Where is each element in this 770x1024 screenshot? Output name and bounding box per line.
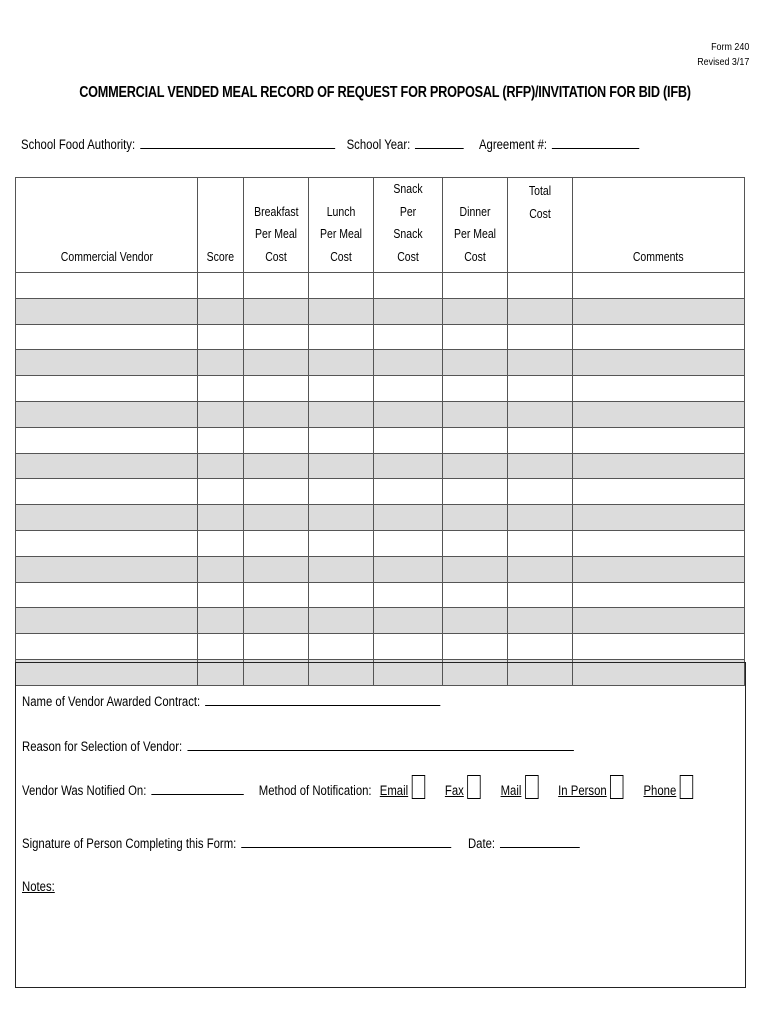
table-row bbox=[16, 505, 745, 531]
table-cell[interactable] bbox=[198, 453, 244, 479]
col-total: Total Cost bbox=[508, 178, 573, 273]
header-fields bbox=[21, 134, 639, 152]
table-cell[interactable] bbox=[16, 505, 198, 531]
table-cell[interactable] bbox=[508, 479, 573, 505]
table-cell[interactable] bbox=[244, 505, 309, 531]
col-snack: Snack Per Snack Cost bbox=[374, 178, 443, 273]
table-cell[interactable] bbox=[443, 505, 508, 531]
table-cell[interactable] bbox=[508, 324, 573, 350]
table-row bbox=[16, 634, 745, 660]
option-mail-label: Mail bbox=[500, 783, 522, 798]
email-checkbox[interactable] bbox=[412, 775, 425, 799]
table-cell[interactable] bbox=[198, 556, 244, 582]
table-row bbox=[16, 608, 745, 634]
table-cell[interactable] bbox=[443, 376, 508, 402]
table-cell[interactable] bbox=[309, 453, 374, 479]
table-cell[interactable] bbox=[244, 479, 309, 505]
table-cell[interactable] bbox=[443, 479, 508, 505]
table-cell[interactable] bbox=[508, 273, 573, 299]
table-row bbox=[16, 273, 745, 299]
table-cell[interactable] bbox=[16, 273, 198, 299]
table-cell[interactable] bbox=[573, 427, 745, 453]
table-cell[interactable] bbox=[16, 427, 198, 453]
signature-label: Signature of Person Completing this Form: bbox=[22, 836, 237, 851]
table-row bbox=[16, 530, 745, 556]
table-row bbox=[16, 427, 745, 453]
table-cell[interactable] bbox=[309, 634, 374, 660]
col-dinner: Dinner Per Meal Cost bbox=[443, 178, 508, 273]
revision-date: Revised 3/17 bbox=[696, 56, 749, 68]
table-cell[interactable] bbox=[508, 530, 573, 556]
table-cell[interactable] bbox=[374, 556, 443, 582]
table-cell[interactable] bbox=[374, 530, 443, 556]
form-title: COMMERCIAL VENDED MEAL RECORD OF REQUEST FOR PROPOSAL (RFP)/INVITATION FOR BID (IFB) bbox=[79, 84, 691, 101]
table-cell[interactable] bbox=[443, 427, 508, 453]
table-cell[interactable] bbox=[374, 324, 443, 350]
table-cell[interactable] bbox=[309, 376, 374, 402]
notified-on-field[interactable] bbox=[151, 780, 243, 795]
table-cell[interactable] bbox=[198, 298, 244, 324]
table-cell[interactable] bbox=[198, 401, 244, 427]
table-cell[interactable] bbox=[374, 298, 443, 324]
table-cell[interactable] bbox=[374, 479, 443, 505]
table-cell[interactable] bbox=[198, 582, 244, 608]
table-cell[interactable] bbox=[573, 401, 745, 427]
table-cell[interactable] bbox=[309, 530, 374, 556]
table-cell[interactable] bbox=[573, 634, 745, 660]
table-cell[interactable] bbox=[573, 273, 745, 299]
vendor-awarded-label: Name of Vendor Awarded Contract: bbox=[22, 694, 201, 709]
table-row bbox=[16, 582, 745, 608]
table-cell[interactable] bbox=[374, 427, 443, 453]
option-fax-label: Fax bbox=[444, 783, 464, 798]
table-cell[interactable] bbox=[16, 530, 198, 556]
table-cell[interactable] bbox=[573, 376, 745, 402]
table-cell[interactable] bbox=[309, 582, 374, 608]
table-cell[interactable] bbox=[508, 505, 573, 531]
table-cell[interactable] bbox=[309, 350, 374, 376]
table-cell[interactable] bbox=[244, 401, 309, 427]
table-cell[interactable] bbox=[573, 350, 745, 376]
table-cell[interactable] bbox=[374, 608, 443, 634]
table-cell[interactable] bbox=[443, 530, 508, 556]
table-cell[interactable] bbox=[573, 298, 745, 324]
table-cell[interactable] bbox=[244, 453, 309, 479]
table-cell[interactable] bbox=[508, 634, 573, 660]
date-field[interactable] bbox=[500, 833, 580, 848]
table-cell[interactable] bbox=[374, 582, 443, 608]
table-cell[interactable] bbox=[508, 608, 573, 634]
table-cell[interactable] bbox=[374, 401, 443, 427]
reason-label: Reason for Selection of Vendor: bbox=[22, 739, 183, 754]
table-cell[interactable] bbox=[374, 505, 443, 531]
table-cell[interactable] bbox=[198, 273, 244, 299]
table-cell[interactable] bbox=[244, 273, 309, 299]
table-cell[interactable] bbox=[244, 298, 309, 324]
table-cell[interactable] bbox=[16, 479, 198, 505]
signature-field[interactable] bbox=[241, 833, 451, 848]
table-cell[interactable] bbox=[244, 608, 309, 634]
table-cell[interactable] bbox=[573, 530, 745, 556]
table-cell[interactable] bbox=[16, 556, 198, 582]
table-cell[interactable] bbox=[443, 634, 508, 660]
notes-label: Notes: bbox=[22, 879, 55, 894]
table-cell[interactable] bbox=[309, 401, 374, 427]
table-cell[interactable] bbox=[443, 582, 508, 608]
table-row bbox=[16, 453, 745, 479]
table-cell[interactable] bbox=[16, 582, 198, 608]
table-cell[interactable] bbox=[443, 273, 508, 299]
table-cell[interactable] bbox=[16, 324, 198, 350]
table-cell[interactable] bbox=[309, 505, 374, 531]
option-in-person-label: In Person bbox=[558, 783, 607, 798]
table-cell[interactable] bbox=[244, 324, 309, 350]
table-cell[interactable] bbox=[374, 273, 443, 299]
vendor-table bbox=[15, 177, 745, 686]
table-cell[interactable] bbox=[573, 324, 745, 350]
table-cell[interactable] bbox=[198, 324, 244, 350]
table-cell[interactable] bbox=[198, 608, 244, 634]
table-cell[interactable] bbox=[16, 298, 198, 324]
table-cell[interactable] bbox=[443, 608, 508, 634]
method-label: Method of Notification: bbox=[258, 783, 372, 798]
table-cell[interactable] bbox=[16, 453, 198, 479]
form-number-block bbox=[697, 40, 749, 70]
table-cell[interactable] bbox=[374, 350, 443, 376]
table-cell[interactable] bbox=[309, 427, 374, 453]
sfa-label: School Food Authority: bbox=[21, 137, 136, 152]
table-cell[interactable] bbox=[374, 376, 443, 402]
table-cell[interactable] bbox=[198, 634, 244, 660]
table-cell[interactable] bbox=[309, 324, 374, 350]
table-cell[interactable] bbox=[573, 582, 745, 608]
table-cell[interactable] bbox=[573, 608, 745, 634]
table-cell[interactable] bbox=[508, 350, 573, 376]
table-cell[interactable] bbox=[443, 350, 508, 376]
table-cell[interactable] bbox=[508, 298, 573, 324]
agreement-field[interactable] bbox=[552, 134, 639, 149]
table-cell[interactable] bbox=[573, 505, 745, 531]
table-row bbox=[16, 556, 745, 582]
table-row bbox=[16, 401, 745, 427]
table-cell[interactable] bbox=[508, 376, 573, 402]
table-cell[interactable] bbox=[244, 530, 309, 556]
table-cell[interactable] bbox=[16, 608, 198, 634]
col-breakfast: Breakfast Per Meal Cost bbox=[244, 178, 309, 273]
table-cell[interactable] bbox=[198, 376, 244, 402]
form-number: Form 240 bbox=[710, 41, 749, 53]
table-cell[interactable] bbox=[573, 453, 745, 479]
sfa-field[interactable] bbox=[140, 134, 335, 149]
fax-checkbox[interactable] bbox=[467, 775, 480, 799]
table-cell[interactable] bbox=[198, 530, 244, 556]
option-email-label: Email bbox=[379, 783, 409, 798]
table-cell[interactable] bbox=[374, 453, 443, 479]
table-row bbox=[16, 298, 745, 324]
col-lunch: Lunch Per Meal Cost bbox=[309, 178, 374, 273]
table-header-row bbox=[16, 178, 745, 273]
table-cell[interactable] bbox=[198, 350, 244, 376]
notes-area[interactable] bbox=[22, 903, 737, 979]
award-section bbox=[15, 662, 746, 988]
table-cell[interactable] bbox=[244, 582, 309, 608]
table-cell[interactable] bbox=[508, 453, 573, 479]
col-commercial-vendor: Commercial Vendor bbox=[16, 178, 198, 273]
table-cell[interactable] bbox=[309, 608, 374, 634]
school-year-field[interactable] bbox=[415, 134, 464, 149]
table-cell[interactable] bbox=[508, 556, 573, 582]
table-cell[interactable] bbox=[244, 556, 309, 582]
mail-checkbox[interactable] bbox=[525, 775, 538, 799]
table-cell[interactable] bbox=[16, 401, 198, 427]
table-row bbox=[16, 350, 745, 376]
phone-checkbox[interactable] bbox=[680, 775, 693, 799]
table-cell[interactable] bbox=[443, 324, 508, 350]
table-cell[interactable] bbox=[309, 479, 374, 505]
table-cell[interactable] bbox=[309, 556, 374, 582]
table-cell[interactable] bbox=[508, 427, 573, 453]
col-comments: Comments bbox=[573, 178, 745, 273]
table-cell[interactable] bbox=[244, 376, 309, 402]
table-cell[interactable] bbox=[443, 401, 508, 427]
date-label: Date: bbox=[467, 836, 496, 851]
table-cell[interactable] bbox=[443, 453, 508, 479]
table-cell[interactable] bbox=[508, 401, 573, 427]
vendor-awarded-field[interactable] bbox=[205, 691, 440, 706]
table-cell[interactable] bbox=[16, 350, 198, 376]
table-cell[interactable] bbox=[508, 582, 573, 608]
table-cell[interactable] bbox=[244, 427, 309, 453]
table-cell[interactable] bbox=[16, 634, 198, 660]
table-cell[interactable] bbox=[198, 427, 244, 453]
table-cell[interactable] bbox=[198, 505, 244, 531]
in-person-checkbox[interactable] bbox=[610, 775, 623, 799]
table-cell[interactable] bbox=[443, 298, 508, 324]
table-row bbox=[16, 324, 745, 350]
table-cell[interactable] bbox=[244, 350, 309, 376]
table-cell[interactable] bbox=[309, 298, 374, 324]
agreement-label: Agreement #: bbox=[478, 137, 548, 152]
table-cell[interactable] bbox=[198, 479, 244, 505]
option-phone-label: Phone bbox=[643, 783, 677, 798]
table-cell[interactable] bbox=[244, 634, 309, 660]
notified-on-label: Vendor Was Notified On: bbox=[22, 783, 147, 798]
table-row bbox=[16, 479, 745, 505]
table-cell[interactable] bbox=[573, 479, 745, 505]
table-row bbox=[16, 376, 745, 402]
table-cell[interactable] bbox=[443, 556, 508, 582]
table-cell[interactable] bbox=[16, 376, 198, 402]
table-cell[interactable] bbox=[309, 273, 374, 299]
school-year-label: School Year: bbox=[346, 137, 411, 152]
table-cell[interactable] bbox=[573, 556, 745, 582]
col-score: Score bbox=[198, 178, 244, 273]
table-cell[interactable] bbox=[374, 634, 443, 660]
reason-field[interactable] bbox=[187, 736, 573, 751]
